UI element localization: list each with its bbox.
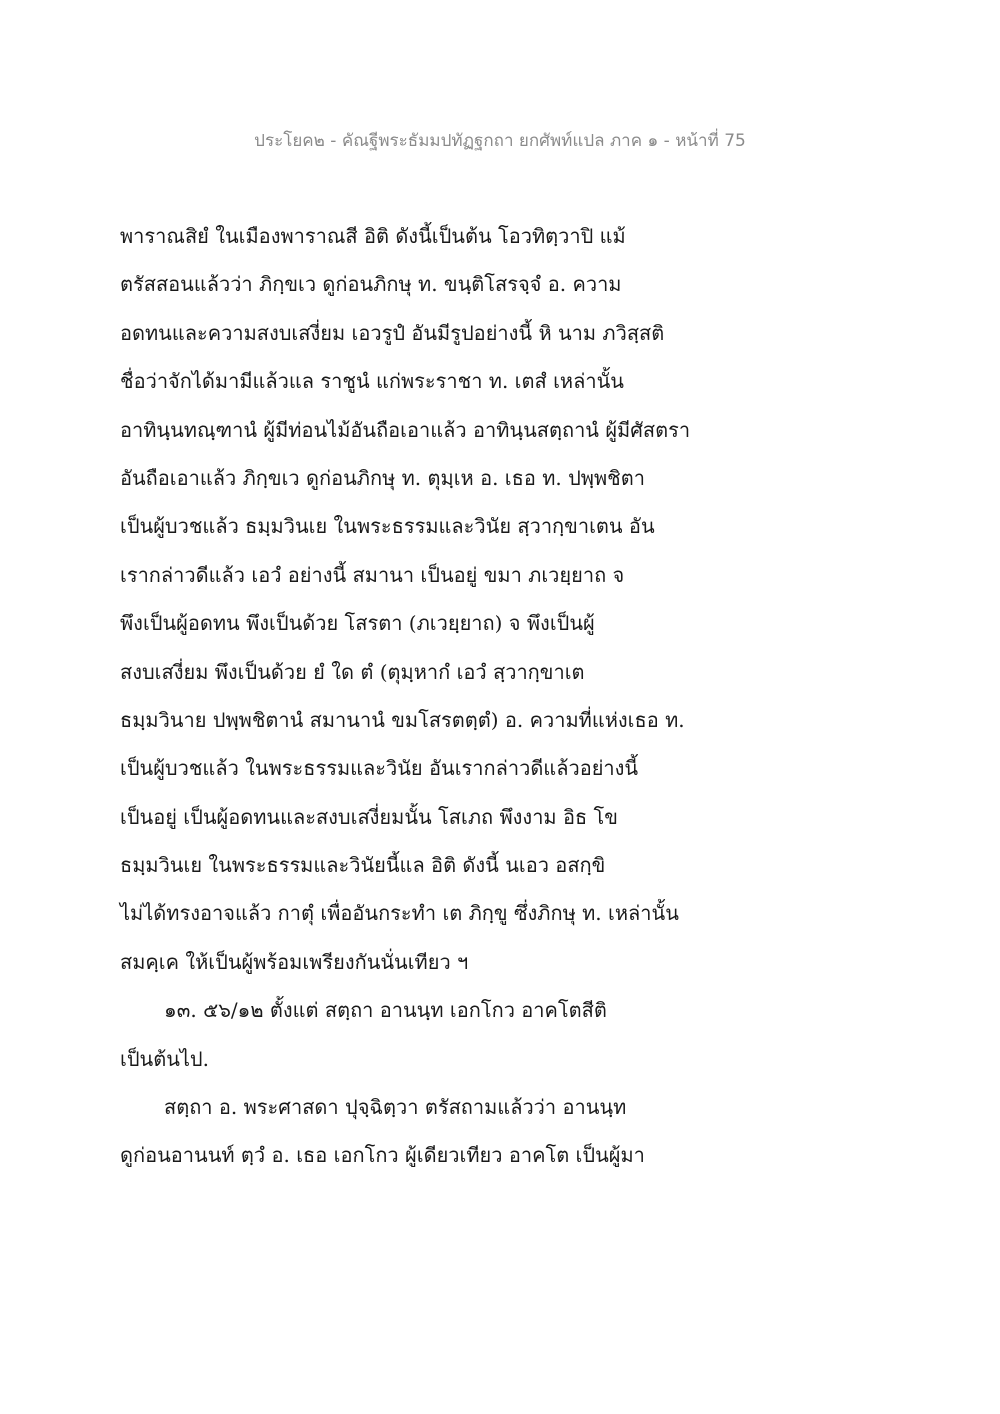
paragraph-start-line: สตฺถา อ. พระศาสดา ปุจฺฉิตฺวา ตรัสถามแล้วว่า อานนฺท [164,1095,627,1120]
text-line: ดูก่อนอานนท์ ตฺวํ อ. เธอ เอกโกว ผู้เดียวเทียว อาคโต เป็นผู้มา [120,1143,645,1168]
text-line: เป็นต้นไป. [120,1046,209,1071]
text-line: ตรัสสอนแล้วว่า ภิกฺขเว ดูก่อนภิกษุ ท. ขนฺติโสรจฺจํ อ. ความ [120,272,622,297]
text-line: อาทินฺนทณฺฑานํ ผู้มีท่อนไม้อันถือเอาแล้ว อาทินฺนสตฺถานํ ผู้มีศัสตรา [120,417,691,442]
text-line: เรากล่าวดีแล้ว เอวํ อย่างนี้ สมานา เป็นอยู่ ขมา ภเวยฺยาถ จ [120,562,625,587]
text-line: ชื่อว่าจักได้มามีแล้วแล ราชูนํ แก่พระราชา ท. เตสํ เหล่านั้น [120,369,624,394]
text-line: เป็นอยู่ เป็นผู้อดทนและสงบเสงี่ยมนั้น โสเภถ พึงงาม อิธ โข [120,804,618,829]
text-line: พาราณสิยํ ในเมืองพาราณสี อิติ ดังนี้เป็นต้น โอวทิตฺวาปิ แม้ [120,224,626,248]
section-heading-line: ๑๓. ๕๖/๑๒ ตั้งแต่ สตฺถา อานนฺท เอกโกว อาคโตสีติ [164,998,607,1023]
text-line: ไม่ได้ทรงอาจแล้ว กาตุํ เพื่ออันกระทำ เต ภิกฺขู ซึ่งภิกษุ ท. เหล่านั้น [120,901,679,926]
text-line: เป็นผู้บวชแล้ว ธมฺมวินเย ในพระธรรมและวินัย สฺวากฺขาเตน อัน [120,514,655,539]
text-line: สมคฺเค ให้เป็นผู้พร้อมเพรียงกันนั่นเทียว ฯ [120,949,469,974]
text-line: ธมฺมวินาย ปพฺพชิตานํ สมานานํ ขมโสรตตฺตํ) อ. ความที่แห่งเธอ ท. [120,707,685,732]
text-line: อดทนและความสงบเสงี่ยม เอวรูปํ อันมีรูปอย่างนี้ หิ นาม ภวิสฺสติ [120,320,665,345]
body-text [120,212,910,1180]
text-line: สงบเสงี่ยม พึงเป็นด้วย ยํ ใด ตํ (ตุมฺหากํ เอวํ สฺวากฺขาเต [120,659,585,684]
page-header: ประโยค๒ - คัณฐีพระธัมมปทัฏฐกถา ยกศัพท์แปล ภาค ๑ - หน้าที่ 75 [254,131,746,151]
text-line: พึงเป็นผู้อดทน พึงเป็นด้วย โสรตา (ภเวยฺยาถ) จ พึงเป็นผู้ [120,611,595,636]
text-line: ธมฺมวินเย ในพระธรรมและวินัยนี้แล อิติ ดังนี้ นเอว อสกฺขิ [120,853,606,878]
text-line: อันถือเอาแล้ว ภิกฺขเว ดูก่อนภิกษุ ท. ตุมฺเห อ. เธอ ท. ปพฺพชิตา [120,465,645,490]
text-line: เป็นผู้บวชแล้ว ในพระธรรมและวินัย อันเรากล่าวดีแล้วอย่างนี้ [120,756,639,781]
